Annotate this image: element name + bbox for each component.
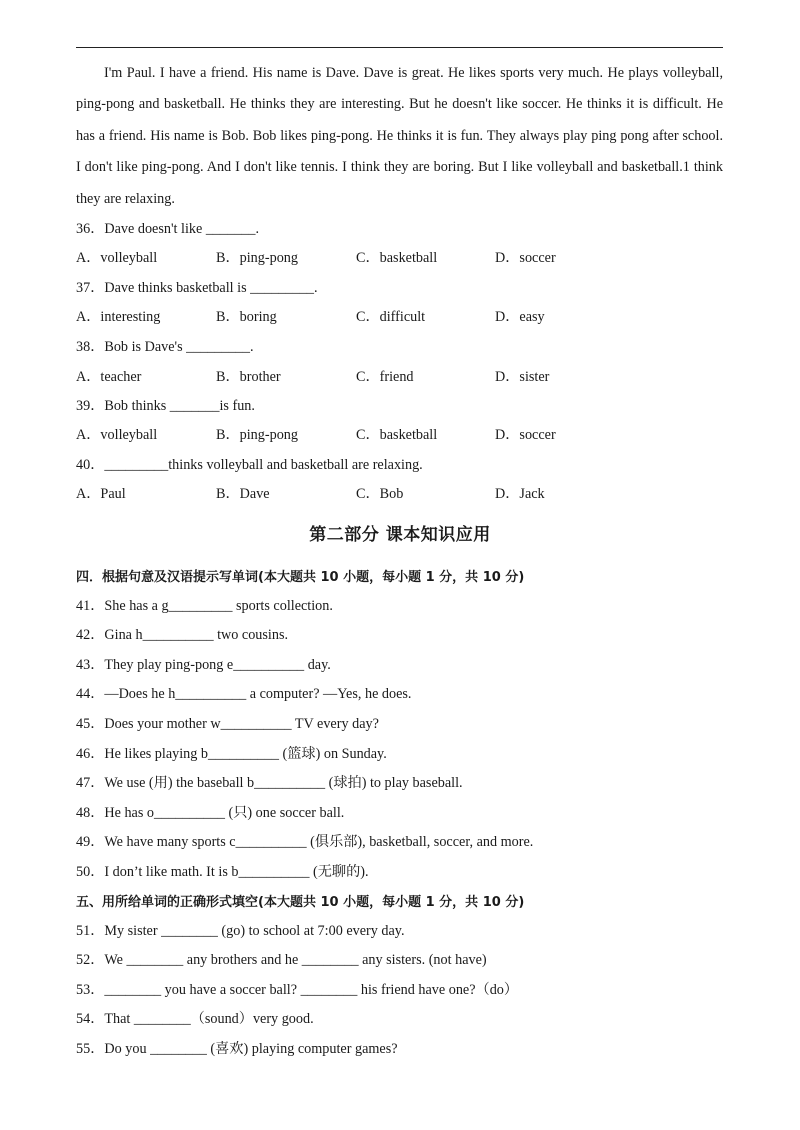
question-36: 36．Dave doesn't like _______. [76,221,260,237]
option-d[interactable]: D．soccer [495,427,556,443]
section-5-title: 五、用所给单词的正确形式填空(本大题共 10 小题，每小题 1 分，共 10 分) [76,895,525,910]
item-48: 48．He has o__________ (只) one soccer ball. [76,805,345,821]
item-53: 53．________ you have a soccer ball? ________ his friend have one?（do） [76,982,519,998]
option-c[interactable]: C．friend [356,369,414,385]
item-52: 52．We ________ any brothers and he ________ any sisters. (not have) [76,952,487,968]
option-b[interactable]: B．Dave [216,486,270,502]
item-42: 42．Gina h__________ two cousins. [76,627,289,643]
question-39: 39．Bob thinks _______is fun. [76,398,255,414]
option-b[interactable]: B．brother [216,369,281,385]
passage-text: I'm Paul. I have a friend. His name is Dave. Dave is great. He likes sports very much. He plays volleyball, ping-pong and basketball. He thinks they are interesting. But he doesn't like soccer. He thinks it is difficult. He has a friend. His name is Bob. Bob likes ping-pong. He thinks it is fun. They always play ping pong after school. I don't like ping-pong. And I don't like tennis. I think they are boring. But I like volleyball and basketball.1 think they are relaxing. [76,65,723,207]
item-51: 51．My sister ________ (go) to school at 7:00 every day. [76,923,405,939]
part-title: 第二部分 课本知识应用 [309,525,491,545]
option-c[interactable]: C．Bob [356,486,404,502]
item-49: 49．We have many sports c__________ (俱乐部), basketball, soccer, and more. [76,834,534,850]
item-41: 41．She has a g_________ sports collection. [76,598,333,614]
item-43: 43．They play ping-pong e__________ day. [76,657,331,673]
item-50: 50．I don’t like math. It is b__________ (无聊的). [76,864,369,880]
option-d[interactable]: D．sister [495,369,550,385]
option-a[interactable]: A．volleyball [76,250,158,266]
option-d[interactable]: D．easy [495,309,545,325]
question-40: 40．_________thinks volleyball and basketball are relaxing. [76,457,423,473]
option-d[interactable]: D．Jack [495,486,545,502]
option-a[interactable]: A．teacher [76,369,142,385]
option-b[interactable]: B．ping-pong [216,427,298,443]
item-44: 44．—Does he h__________ a computer? —Yes, he does. [76,686,412,702]
option-a[interactable]: A．Paul [76,486,126,502]
reading-passage [76,58,723,215]
item-45: 45．Does your mother w__________ TV every day? [76,716,379,732]
option-c[interactable]: C．basketball [356,427,438,443]
item-55: 55．Do you ________ (喜欢) playing computer games? [76,1041,398,1057]
option-b[interactable]: B．ping-pong [216,250,298,266]
item-46: 46．He likes playing b__________ (篮球) on Sunday. [76,746,387,762]
option-a[interactable]: A．interesting [76,309,161,325]
header-rule [76,47,723,48]
question-38: 38．Bob is Dave's _________. [76,339,254,355]
option-b[interactable]: B．boring [216,309,277,325]
option-c[interactable]: C．difficult [356,309,426,325]
item-47: 47．We use (用) the baseball b__________ (球拍) to play baseball. [76,775,463,791]
option-d[interactable]: D．soccer [495,250,556,266]
option-c[interactable]: C．basketball [356,250,438,266]
section-4-title: 四．根据句意及汉语提示写单词(本大题共 10 小题，每小题 1 分，共 10 分) [76,570,525,585]
item-54: 54．That ________（sound）very good. [76,1011,314,1027]
option-a[interactable]: A．volleyball [76,427,158,443]
question-37: 37．Dave thinks basketball is _________. [76,280,318,296]
